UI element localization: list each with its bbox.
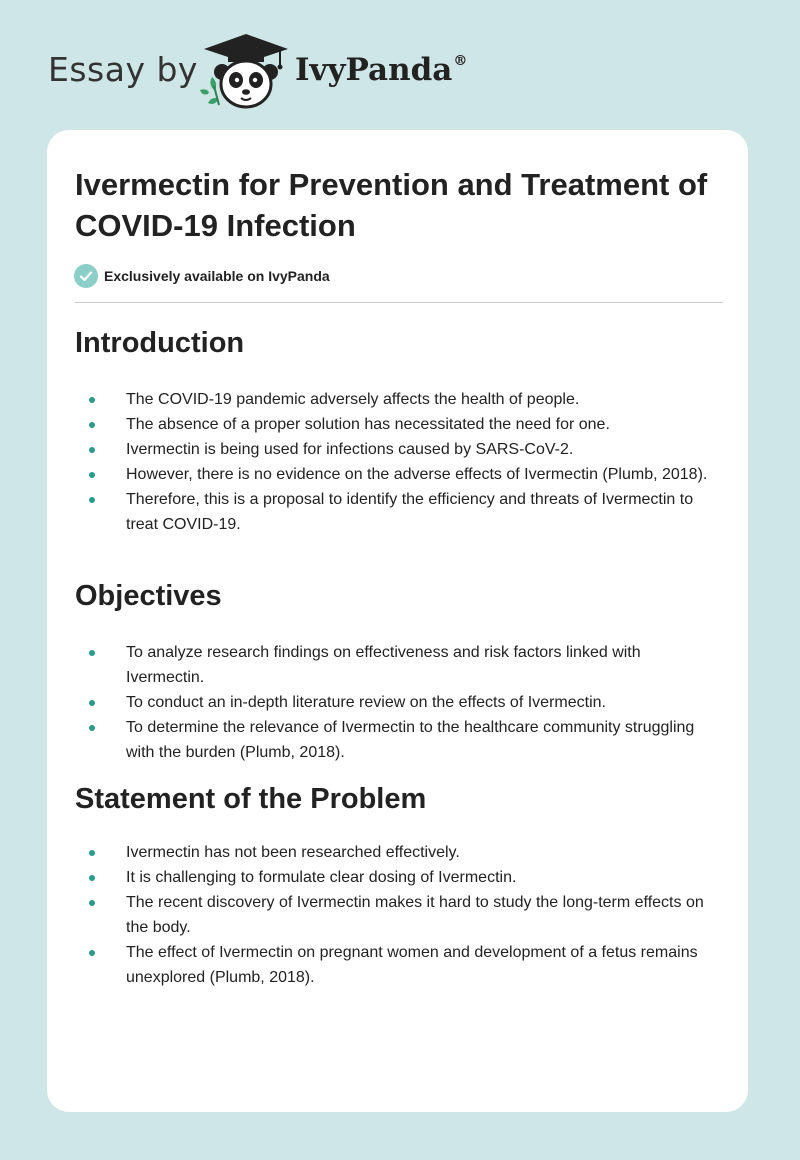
- bullet-icon: [89, 497, 95, 503]
- list-item-text: The effect of Ivermectin on pregnant women and development of a fetus remains unexplored (Plumb, 2018).: [126, 944, 698, 986]
- list-item-text: It is challenging to formulate clear dosing of Ivermectin.: [126, 869, 517, 886]
- page-title: Ivermectin for Prevention and Treatment of COVID-19 Infection: [75, 167, 708, 243]
- list-item-text: To determine the relevance of Ivermectin to the healthcare community struggling with the burden (Plumb, 2018).: [126, 719, 695, 761]
- list-item: [75, 690, 723, 715]
- brand-name[interactable]: [295, 52, 467, 88]
- bullet-icon: [89, 850, 95, 856]
- list-item: [75, 487, 723, 537]
- bullet-icon: [89, 950, 95, 956]
- bullet-list: [75, 387, 723, 537]
- list-item-text: Ivermectin has not been researched effectively.: [126, 844, 460, 861]
- list-item: [75, 940, 723, 990]
- list-item: [75, 462, 723, 487]
- bullet-list: [75, 840, 723, 990]
- list-item-text: The COVID-19 pandemic adversely affects the health of people.: [126, 391, 580, 408]
- section-objectives: [75, 579, 723, 765]
- bullet-icon: [89, 700, 95, 706]
- list-item: [75, 890, 723, 940]
- list-item-text: However, there is no evidence on the adverse effects of Ivermectin (Plumb, 2018).: [126, 466, 708, 483]
- exclusive-badge: [74, 263, 330, 289]
- section-heading: Objectives: [75, 580, 222, 612]
- list-item-text: Therefore, this is a proposal to identify the efficiency and threats of Ivermectin to treat COVID-19.: [126, 491, 694, 533]
- list-item-text: Ivermectin is being used for infections caused by SARS-CoV-2.: [126, 441, 574, 458]
- bullet-icon: [89, 725, 95, 731]
- essay-card: [47, 130, 748, 1112]
- list-item: [75, 640, 723, 690]
- bullet-icon: [89, 875, 95, 881]
- bullet-icon: [89, 472, 95, 478]
- section-statement-of-problem: [75, 782, 723, 990]
- site-header: [0, 0, 800, 130]
- registered-mark: ®: [453, 52, 468, 69]
- list-item-text: The absence of a proper solution has necessitated the need for one.: [126, 416, 610, 433]
- badge-text: Exclusively available on IvyPanda: [104, 268, 330, 284]
- bullet-list: [75, 640, 723, 765]
- brand-text: IvyPanda: [295, 52, 453, 88]
- section-heading: Introduction: [75, 327, 245, 359]
- list-item: [75, 715, 723, 765]
- section-heading: Statement of the Problem: [75, 783, 427, 815]
- bullet-icon: [89, 397, 95, 403]
- panda-graduate-logo-icon[interactable]: [200, 30, 292, 112]
- list-item-text: To analyze research findings on effectiveness and risk factors linked with Ivermectin.: [126, 644, 641, 686]
- bullet-icon: [89, 900, 95, 906]
- bullet-icon: [89, 447, 95, 453]
- list-item: [75, 387, 723, 412]
- title-divider: [75, 302, 723, 303]
- list-item: [75, 437, 723, 462]
- list-item: [75, 865, 723, 890]
- bullet-icon: [89, 650, 95, 656]
- section-introduction: [75, 326, 723, 537]
- list-item: [75, 840, 723, 865]
- essay-by-label: Essay by: [48, 50, 198, 89]
- list-item: [75, 412, 723, 437]
- bullet-icon: [89, 422, 95, 428]
- check-icon: [74, 264, 98, 288]
- list-item-text: To conduct an in-depth literature review on the effects of Ivermectin.: [126, 694, 606, 711]
- list-item-text: The recent discovery of Ivermectin makes it hard to study the long-term effects on the body.: [126, 894, 704, 936]
